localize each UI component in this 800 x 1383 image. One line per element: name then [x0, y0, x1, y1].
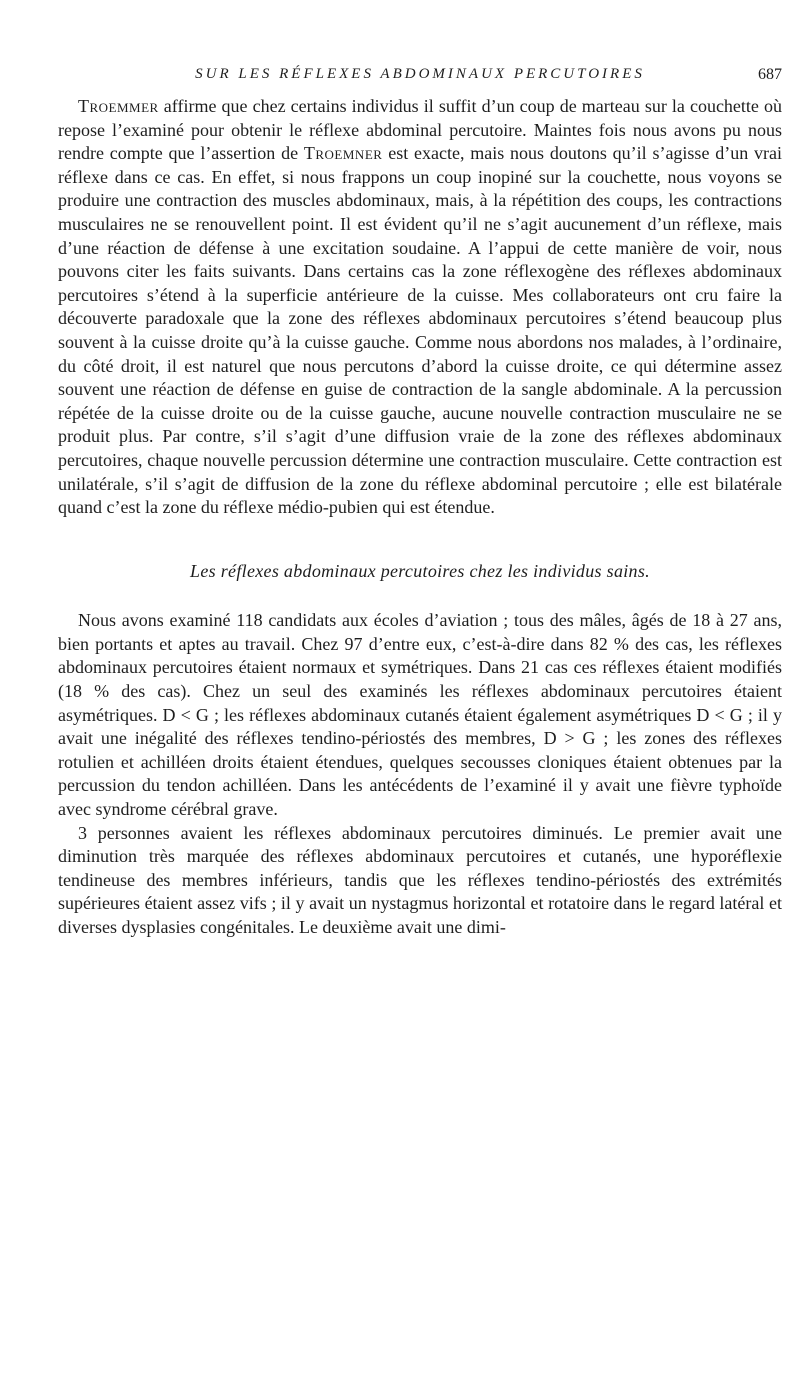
paragraph: Nous avons examiné 118 candidats aux écoles d’aviation ; tous des mâles, âgés de 18 à 27 ans, bien portants et aptes au travail. Chez 97 d’entre eux, c’est-à-dire dans 82 % des cas, les réflexes abdominaux percutoires étaient normaux et symétriques. Dans 21 cas ces réflexes étaient modifiés (18 % des cas). Chez un seul des examinés les réflexes abdominaux percutoires étaient asymétriques. D < G ; les réflexes abdominaux cutanés étaient également asymétriques D < G ; il y avait une inégalité des réflexes tendino-périostés des membres, D > G ; les zones des réflexes rotulien et achilléen droits étaient étendues, quelques secousses cloniques étaient obtenues par la percussion du tendon achilléen. Dans les antécédents de l’examiné il y avait une fièvre typhoïde avec syndrome cérébral grave. [58, 610, 782, 820]
paragraph [58, 95, 782, 520]
author-name: Troemner [303, 143, 383, 164]
author-name: Troemmer [78, 96, 159, 116]
paragraph: 3 personnes avaient les réflexes abdominaux percutoires diminués. Le premier avait une diminution très marquée des réflexes abdominaux percutoires et cutanés, une hyporéflexie tendineuse des membres inférieurs, tandis que les réflexes tendino-périostés des extrémités supérieures étaient assez vifs ; il y avait un nystagmus horizontal et rotatoire dans le regard latéral et diverses dysplasies congénitales. Le deuxième avait une dimi- [58, 822, 782, 937]
running-header [58, 66, 782, 92]
body-text [58, 95, 782, 940]
paragraph-text: affirme que chez certains individus il suffit d’un coup de marteau sur la couchette où repose l’examiné pour obtenir le réflexe abdominal percutoire. Maintes fois nous avons pu nous rendre compte que l’assertion de [58, 96, 782, 164]
page-number: 687 [758, 66, 782, 83]
running-title: SUR LES RÉFLEXES ABDOMINAUX PERCUTOIRES [195, 66, 645, 82]
section-heading: Les réflexes abdominaux percutoires chez les individus sains. [190, 560, 650, 581]
paragraph-text: est exacte, mais nous doutons qu’il s’agisse d’un vrai réflexe dans ce cas. En effet, si nous frappons un coup inopiné sur la couchette, nous voyons se produire une contraction des muscles abdominaux, mais, à la répétition des coups, les contractions musculaires ne se renouvellent point. Il est évident qu’il ne s’agit aucunement d’un réflexe, mais d’une réaction de défense à une excitation soudaine. A l’appui de cette manière de voir, nous pouvons citer les faits suivants. Dans certains cas la zone réflexogène des réflexes abdominaux percutoires s’étend à la superficie antérieure de la cuisse. Mes collaborateurs ont cru faire la découverte paradoxale que la zone des réflexes abdominaux percutoires s’étend beaucoup plus souvent à la cuisse droite qu’à la cuisse gauche. Comme nous abordons nos malades, à l’ordinaire, du côté droit, il est naturel que nous percutons d’abord la cuisse droite, ce qui détermine assez souvent une réaction de défense en guise de contraction de la sangle abdominale. A la percussion répétée de la cuisse droite ou de la cuisse gauche, aucune nouvelle contraction musculaire ne se produit plus. Par contre, s’il s’agit d’une diffusion vraie de la zone des réflexes abdominaux percutoires, chaque nouvelle percussion détermine une contraction musculaire. Cette contraction est unilatérale, s’il s’agit de diffusion de la zone du réflexe abdominal percutoire ; elle est bilatérale quand c’est la zone du réflexe médio-pubien qui est étendue. [58, 143, 782, 518]
